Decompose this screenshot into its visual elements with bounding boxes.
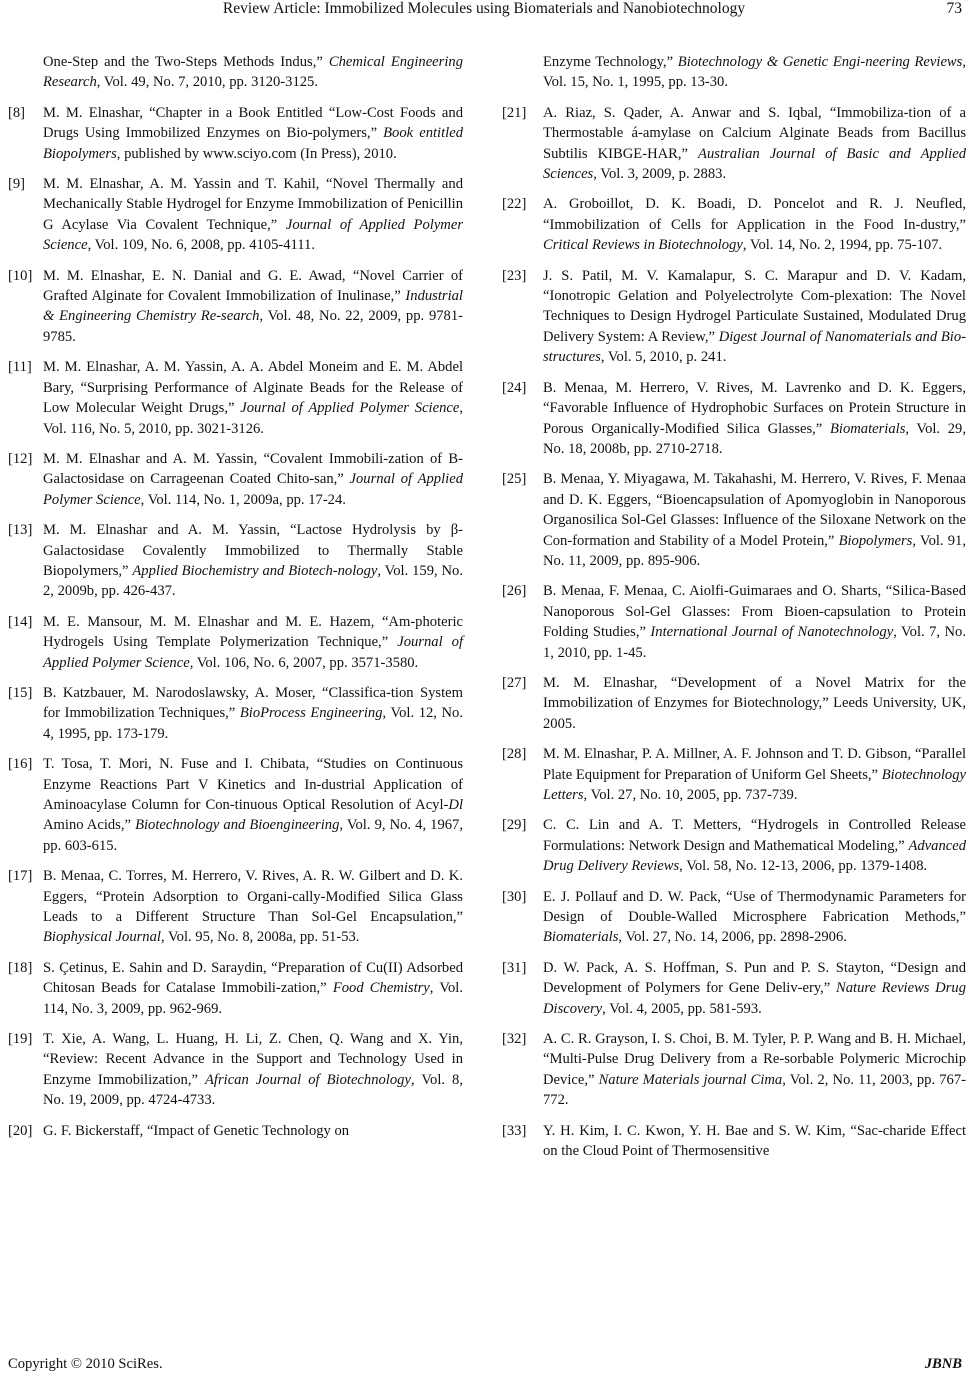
reference-text-part: , Vol. 14, No. 2, 1994, pp. 75-107. [742, 237, 943, 254]
reference-text-part: A. C. R. Grayson, I. S. Choi, B. M. Tyler, P. P. Wang and B. H. Michael, “Multi-Pulse Drug Delivery from a Re-sorbable Polymeric Microchip Device,” [543, 1031, 966, 1088]
reference-source-title: Biomaterials [829, 420, 906, 437]
reference-entry [0, 174, 463, 256]
reference-text-part: , Vol. 5, 2010, p. 241. [600, 349, 727, 366]
reference-text [543, 1031, 966, 1108]
reference-entry [0, 52, 463, 93]
reference-text-part: Amino Acids,” [43, 817, 136, 834]
reference-entry [500, 1121, 966, 1162]
reference-text [543, 889, 966, 946]
reference-number: [21] [502, 104, 527, 121]
reference-number: [28] [502, 746, 527, 763]
reference-entry [0, 103, 463, 164]
copyright-notice: Copyright © 2010 SciRes. [8, 1356, 163, 1372]
reference-entry [500, 958, 966, 1019]
reference-text-part: M. M. Elnashar, “Development of a Novel Matrix for the Immobilization of Enzymes for Biotechnology,” Leeds University, UK, 2005. [543, 674, 966, 732]
reference-source-title: Journal of Applied Polymer Science [240, 400, 460, 417]
reference-source-title: Journal of Applied Polymer Science [43, 634, 463, 671]
reference-text [43, 1031, 463, 1108]
reference-text [543, 54, 966, 90]
reference-text-part: B. Katzbauer, M. Narodoslawsky, A. Moser, “Classifica-tion System for Immobilization Techniques,” [43, 684, 463, 722]
reference-text-part: G. F. Bickerstaff, “Impact of Genetic Technology on [43, 1122, 350, 1139]
reference-source-title: Critical Reviews in Biotechnology [543, 237, 743, 254]
reference-text-part: , Vol. 2, No. 11, 2003, pp. 767-772. [543, 1071, 966, 1109]
reference-entry [0, 866, 463, 948]
reference-text-part: M. M. Elnashar and A. M. Yassin, “Covalent Immobili-zation of B-Galactosidase on Carrageenan Coated Chito-san,” [43, 450, 463, 488]
reference-text [43, 54, 463, 90]
reference-source-title: Journal of Applied Polymer Science [43, 216, 463, 254]
reference-number: [15] [8, 684, 33, 701]
reference-text-part: , Vol. 91, No. 11, 2009, pp. 895-906. [543, 532, 966, 569]
reference-number: [12] [8, 450, 33, 467]
reference-text [543, 746, 966, 803]
reference-text-part: D. W. Pack, A. S. Hoffman, S. Pun and P. S. Stayton, “Design and Development of Polymers for Gene Deliv-ery,” [543, 959, 966, 997]
reference-number: [24] [502, 379, 527, 396]
reference-source-title: Industrial & Engineering Chemistry Re-search [43, 288, 463, 325]
reference-text-part: M. M. Elnashar and A. M. Yassin, “Lactose Hydrolysis by β-Galactosidase Covalently Immobilized to Thermally Stable Biopolymers,” [43, 522, 463, 579]
reference-entry [500, 266, 966, 368]
reference-text-part: M. M. Elnashar, E. N. Danial and G. E. Awad, “Novel Carrier of Grafted Alginate for Covalent Immobilization of Inulinase,” [43, 267, 463, 305]
reference-text [543, 817, 966, 874]
reference-text-part: , Vol. 95, No. 8, 2008a, pp. 51-53. [160, 929, 360, 946]
reference-text-part: Enzyme Technology,” [543, 54, 678, 70]
reference-text-part: , Vol. 3, 2009, p. 2883. [593, 166, 727, 183]
reference-source-title: Advanced Drug Delivery Reviews [543, 837, 966, 875]
reference-source-title: Biotechnology & Genetic Engi-neering Reviews [677, 54, 963, 70]
reference-text-part: , Vol. 9, No. 4, 1967, pp. 603-615. [43, 817, 463, 854]
reference-text-part: , Vol. 58, No. 12-13, 2006, pp. 1379-1408. [679, 858, 928, 875]
reference-text [43, 359, 463, 436]
reference-entry [500, 744, 966, 805]
reference-entry [500, 469, 966, 571]
reference-text-part: B. Menaa, M. Herrero, V. Rives, M. Lavrenko and D. K. Eggers, “Favorable Influence of Hydrophobic Surfaces on Protein Structure in Porous Organically-Modified Silica Glasses,” [543, 379, 966, 437]
reference-text-part: , Vol. 49, No. 7, 2010, pp. 3120-3125. [96, 74, 318, 91]
reference-text [543, 471, 966, 569]
reference-number: [20] [8, 1122, 33, 1139]
reference-text-part: , Vol. 114, No. 3, 2009, pp. 962-969. [43, 980, 463, 1017]
reference-text-part: , Vol. 106, No. 6, 2007, pp. 3571-3580. [189, 654, 419, 671]
reference-source-title: Nature Materials journal Cima [598, 1071, 783, 1088]
reference-text-part: T. Tosa, T. Mori, N. Fuse and I. Chibata, “Studies on Continuous Enzyme Reactions Part V Kinetics and In-dustrial Application of Aminoacylase Column for Con-tinuous Optical Resolution of Acyl- [43, 756, 463, 813]
reference-text [543, 583, 966, 660]
reference-text [43, 756, 463, 854]
reference-text-part: A. Riaz, S. Qader, A. Anwar and S. Iqbal, “Immobiliza-tion of a Thermostable á-amylase on Calcium Alginate Beads from Bacillus Subtilis KIBGE-HAR,” [543, 104, 966, 162]
reference-number: [32] [502, 1031, 527, 1048]
reference-number: [25] [502, 471, 527, 488]
reference-number: [29] [502, 817, 527, 834]
reference-text-part: , Vol. 159, No. 2, 2009b, pp. 426-437. [43, 562, 463, 600]
reference-text [43, 685, 463, 742]
reference-entry [500, 815, 966, 876]
reference-number: [10] [8, 267, 33, 284]
reference-source-title: Biotechnology Letters [543, 766, 966, 803]
reference-text [43, 268, 463, 345]
reference-text-part: J. S. Patil, M. V. Kamalapur, S. C. Marapur and D. V. Kadam, “Ionotropic Gelation and Polyelectrolyte Com-plexation: The Novel Techniques to Design Hydrogel Particulate Sustained, Modulated Drug Delivery System: A Review,” [543, 267, 966, 345]
reference-source-title: Digest Journal of Nanomaterials and Bio-structures [543, 328, 966, 366]
reference-text [43, 1123, 349, 1139]
reference-entry [500, 103, 966, 185]
reference-text-part: M. M. Elnashar, A. M. Yassin and T. Kahil, “Novel Thermally and Mechanically Stable Hydrogel for Enzyme Immobilization of Penicillin G Acylase Via Covalent Technique,” [43, 176, 463, 233]
reference-source-title: Applied Biochemistry and Biotech-nology [132, 562, 378, 579]
reference-entry [0, 449, 463, 510]
reference-text [543, 268, 966, 366]
reference-text-part: M. M. Elnashar, P. A. Millner, A. F. Johnson and T. D. Gibson, “Parallel Plate Equipment for Preparation of Uniform Gel Sheets,” [543, 746, 966, 783]
reference-text-part: , Vol. 109, No. 6, 2008, pp. 4105-4111. [87, 237, 315, 254]
reference-source-title: International Journal of Nanotechnology [650, 624, 894, 641]
reference-text-part: , Vol. 8, No. 19, 2009, pp. 4724-4733. [43, 1071, 463, 1109]
reference-text-part: , Vol. 12, No. 4, 1995, pp. 173-179. [43, 705, 463, 742]
reference-source-title: Chemical Engineering Research [43, 54, 463, 91]
reference-text-part: E. J. Pollauf and D. W. Pack, “Use of Thermodynamic Parameters for Design of Double-Walled Microsphere Fabrication Methods,” [543, 888, 966, 926]
reference-text-part: T. Xie, A. Wang, L. Huang, H. Li, Z. Chen, Q. Wang and X. Yin, “Review: Recent Advance in the Support and Technology Used in Enzyme Immobilization,” [43, 1031, 463, 1088]
reference-source-title: African Journal of Biotechnology [205, 1071, 411, 1088]
reference-number: [30] [502, 888, 527, 905]
reference-text [43, 176, 463, 253]
reference-source-title: Australian Journal of Basic and Applied Sciences [543, 145, 966, 183]
reference-entry [0, 357, 463, 439]
reference-number: [11] [8, 359, 32, 376]
reference-text-part: , Vol. 15, No. 1, 1995, pp. 13-30. [543, 54, 966, 91]
reference-entry [500, 673, 966, 734]
reference-number: [13] [8, 522, 33, 539]
reference-text-part: Y. H. Kim, I. C. Kwon, Y. H. Bae and S. W. Kim, “Sac-charide Effect on the Cloud Point of Thermosensitive [543, 1122, 966, 1160]
reference-text-part: B. Menaa, F. Menaa, C. Aiolfi-Guimaraes and O. Sharts, “Silica-Based Nanoporous Sol-Gel Glasses: From Bioen-capsulation to Protein Folding Studies,” [543, 583, 966, 641]
reference-number: [31] [502, 959, 527, 976]
reference-text-part: , Vol. 48, No. 22, 2009, pp. 9781-9785. [43, 308, 463, 345]
reference-source-title: Dl [448, 797, 463, 813]
reference-text [543, 105, 966, 182]
reference-text [43, 960, 463, 1017]
reference-entry [500, 581, 966, 663]
reference-entry [0, 612, 463, 673]
references-left-column [0, 52, 463, 1151]
page-header [0, 0, 968, 22]
reference-entry [500, 1029, 966, 1111]
reference-text [543, 960, 966, 1017]
reference-text [43, 522, 463, 599]
references-right-column [500, 52, 966, 1172]
reference-text-part: C. C. Lin and A. T. Metters, “Hydrogels in Controlled Release Formulations: Network Design and Mathematical Modeling,” [543, 817, 966, 854]
reference-number: [18] [8, 959, 33, 976]
reference-number: [17] [8, 868, 33, 885]
reference-source-title: Biopolymers [838, 532, 913, 549]
reference-text-part: , Vol. 116, No. 5, 2010, pp. 3021-3126. [43, 400, 463, 437]
reference-number: [22] [502, 196, 527, 213]
reference-text-part: One-Step and the Two-Steps Methods Indus,” [43, 54, 329, 70]
reference-number: [27] [502, 674, 527, 691]
reference-source-title: Biotechnology and Bioengineering [135, 817, 340, 834]
page-number: 73 [946, 0, 962, 17]
reference-text [43, 868, 463, 945]
reference-number: [9] [8, 176, 26, 193]
page-footer [8, 1354, 962, 1374]
reference-text-part: , published by www.sciyo.com (In Press), 2010. [116, 145, 397, 162]
reference-entry [0, 1029, 463, 1111]
reference-text [543, 380, 966, 457]
reference-text-part: , Vol. 114, No. 1, 2009a, pp. 17-24. [140, 491, 346, 508]
reference-number: [16] [8, 756, 33, 773]
reference-text-part: B. Menaa, Y. Miyagawa, M. Takahashi, M. Herrero, V. Rives, F. Menaa and D. K. Eggers, “Bioencapsulation of Apomyoglobin in Nanoporous Organosilica Sol-Gel Glasses: Influence of the Siloxane Network on the Con-formation and Stability of a Model Protein,” [543, 471, 966, 549]
reference-entry [0, 683, 463, 744]
reference-source-title: Biophysical Journal [43, 929, 161, 946]
reference-text-part: , Vol. 27, No. 10, 2005, pp. 737-739. [583, 787, 798, 803]
reference-text [43, 105, 463, 162]
reference-entry [0, 520, 463, 602]
reference-text-part: , Vol. 29, No. 18, 2008b, pp. 2710-2718. [543, 420, 966, 457]
reference-text [43, 451, 463, 508]
reference-source-title: Biomaterials [543, 929, 619, 946]
reference-text-part: M. E. Mansour, M. M. Elnashar and M. E. Hazem, “Am-photeric Hydrogels Using Template Polymerization Technique,” [43, 613, 463, 651]
reference-text-part: , Vol. 4, 2005, pp. 581-593. [602, 1000, 762, 1017]
reference-number: [8] [8, 104, 26, 121]
reference-text-part: B. Menaa, C. Torres, M. Herrero, V. Rives, A. R. W. Gilbert and D. K. Eggers, “Protein Adsorption to Organi-cally-Modified Silica Glass Leads to a Different Structure Than Sol-Gel Encapsulation,” [43, 868, 463, 926]
reference-text-part: M. M. Elnashar, “Chapter in a Book Entitled “Low-Cost Foods and Drugs Using Immobilized Enzymes on Bio-polymers,” [43, 104, 463, 142]
reference-text [543, 1123, 966, 1159]
reference-number: [14] [8, 613, 33, 630]
reference-entry [0, 754, 463, 856]
reference-source-title: Nature Reviews Drug Discovery [543, 980, 966, 1017]
reference-entry [0, 1121, 463, 1141]
reference-text-part: , Vol. 27, No. 14, 2006, pp. 2898-2906. [618, 929, 847, 946]
reference-number: [23] [502, 267, 527, 284]
reference-number: [19] [8, 1031, 33, 1048]
reference-text [43, 614, 463, 671]
running-title: Review Article: Immobilized Molecules using Biomaterials and Nanobiotechnology [222, 0, 746, 17]
reference-source-title: Book entitled Biopolymers [43, 125, 463, 162]
reference-number: [26] [502, 583, 527, 600]
reference-text-part: S. Çetinus, E. Sahin and D. Saraydin, “Preparation of Cu(II) Adsorbed Chitosan Beads for Catalase Immobili-zation,” [43, 959, 463, 997]
journal-abbreviation: JBNB [924, 1356, 962, 1372]
reference-entry [500, 52, 966, 93]
reference-entry [500, 378, 966, 460]
reference-entry [0, 958, 463, 1019]
reference-source-title: Food Chemistry [332, 980, 430, 997]
reference-source-title: Journal of Applied Polymer Science [43, 471, 463, 508]
reference-text [543, 196, 966, 253]
reference-source-title: BioProcess Engineering [239, 705, 383, 722]
reference-text-part: , Vol. 7, No. 1, 2010, pp. 1-45. [543, 624, 967, 661]
reference-number: [33] [502, 1122, 527, 1139]
reference-entry [500, 194, 966, 255]
reference-text-part: M. M. Elnashar, A. M. Yassin, A. A. Abdel Moneim and E. M. Abdel Bary, “Surprising Performance of Alginate Beads for the Release of Low Molecular Weight Drugs,” [43, 359, 463, 417]
reference-text-part: A. Groboillot, D. K. Boadi, D. Poncelot and R. J. Neufled, “Immobilization of Cells for Application in the Food In-dustry,” [543, 196, 966, 233]
reference-entry [0, 266, 463, 348]
reference-text [543, 675, 966, 732]
reference-entry [500, 887, 966, 948]
